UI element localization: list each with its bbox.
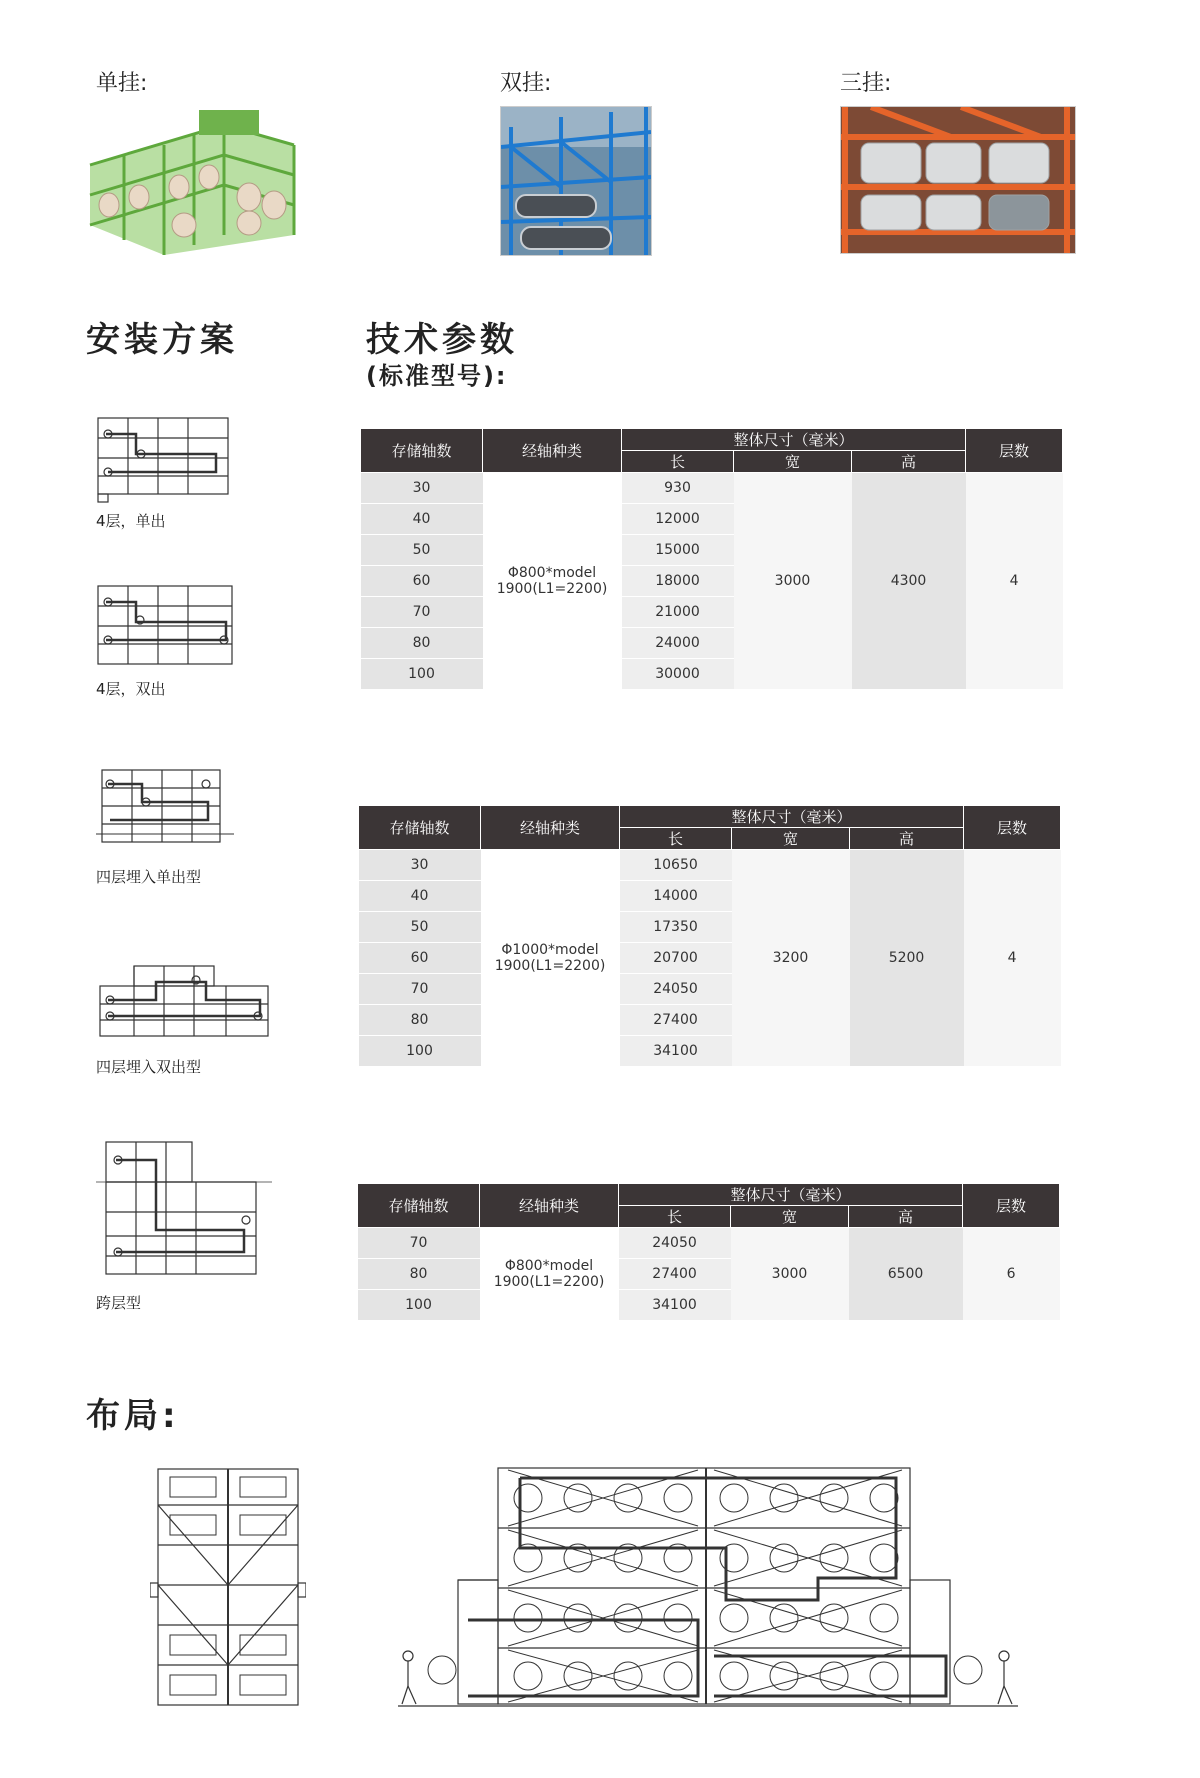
height-cell: 4300 (852, 473, 966, 690)
caption-embedded-double: 四层埋入双出型 (96, 1058, 202, 1076)
length-cell: 21000 (622, 597, 734, 628)
single-hang-label: 单挂: (96, 71, 148, 96)
header-length: 长 (619, 1206, 731, 1228)
width-cell: 3000 (734, 473, 852, 690)
type-cell: Φ800*model 1900(L1=2200) (480, 1228, 619, 1321)
length-cell: 34100 (620, 1036, 732, 1067)
count-cell: 60 (361, 566, 483, 597)
header-dims: 整体尺寸（毫米） (620, 806, 964, 828)
width-cell: 3000 (731, 1228, 849, 1321)
header-dims: 整体尺寸（毫米） (619, 1184, 963, 1206)
spec-table-3 (357, 1183, 1060, 1321)
count-cell: 80 (361, 628, 483, 659)
count-cell: 40 (359, 881, 481, 912)
header-height: 高 (850, 828, 964, 850)
count-cell: 40 (361, 504, 483, 535)
type-cell: Φ1000*model 1900(L1=2200) (481, 850, 620, 1067)
count-cell: 70 (358, 1228, 480, 1259)
header-type: 经轴种类 (483, 429, 622, 473)
spec-table-2 (358, 805, 1061, 1067)
header-count: 存储轴数 (361, 429, 483, 473)
single-hang-photo (84, 105, 296, 255)
length-cell: 18000 (622, 566, 734, 597)
count-cell: 50 (359, 912, 481, 943)
length-cell: 14000 (620, 881, 732, 912)
triple-hang-label: 三挂: (840, 71, 892, 96)
layers-cell: 4 (964, 850, 1061, 1067)
height-cell: 5200 (850, 850, 964, 1067)
header-layers: 层数 (963, 1184, 1060, 1228)
length-cell: 27400 (620, 1005, 732, 1036)
width-cell: 3200 (732, 850, 850, 1067)
triple-hang-photo (840, 106, 1076, 254)
double-hang-label: 双挂: (500, 71, 552, 96)
count-cell: 50 (361, 535, 483, 566)
spec-table-1 (360, 428, 1063, 690)
header-length: 长 (620, 828, 732, 850)
layers-cell: 4 (966, 473, 1063, 690)
count-cell: 30 (359, 850, 481, 881)
length-cell: 20700 (620, 943, 732, 974)
header-width: 宽 (731, 1206, 849, 1228)
header-layers: 层数 (966, 429, 1063, 473)
length-cell: 24000 (622, 628, 734, 659)
header-dims: 整体尺寸（毫米） (622, 429, 966, 451)
count-cell: 100 (358, 1290, 480, 1321)
install-diagram-4-single (96, 414, 236, 504)
height-cell: 6500 (849, 1228, 963, 1321)
double-hang-photo (500, 106, 652, 256)
count-cell: 80 (358, 1259, 480, 1290)
header-layers: 层数 (964, 806, 1061, 850)
caption-4-double: 4层，双出 (96, 680, 166, 698)
length-cell: 30000 (622, 659, 734, 690)
length-cell: 15000 (622, 535, 734, 566)
layout-elevation-view (398, 1460, 1018, 1720)
caption-embedded-single: 四层埋入单出型 (96, 868, 202, 886)
header-type: 经轴种类 (480, 1184, 619, 1228)
header-width: 宽 (734, 451, 852, 473)
count-cell: 70 (361, 597, 483, 628)
count-cell: 60 (359, 943, 481, 974)
install-diagram-embedded-double (96, 964, 272, 1044)
header-type: 经轴种类 (481, 806, 620, 850)
count-cell: 100 (361, 659, 483, 690)
length-cell: 17350 (620, 912, 732, 943)
install-diagram-4-double (96, 582, 236, 672)
caption-cross-layer: 跨层型 (96, 1294, 142, 1312)
header-count: 存储轴数 (358, 1184, 480, 1228)
length-cell: 27400 (619, 1259, 731, 1290)
layers-cell: 6 (963, 1228, 1060, 1321)
count-cell: 70 (359, 974, 481, 1005)
count-cell: 100 (359, 1036, 481, 1067)
length-cell: 24050 (619, 1228, 731, 1259)
layout-title: 布局: (86, 1396, 180, 1436)
length-cell: 24050 (620, 974, 732, 1005)
length-cell: 34100 (619, 1290, 731, 1321)
layout-plan-view (150, 1465, 306, 1711)
type-cell: Φ800*model 1900(L1=2200) (483, 473, 622, 690)
tech-title: 技术参数 (366, 320, 518, 360)
install-diagram-embedded-single (96, 768, 236, 852)
caption-4-single: 4层，单出 (96, 512, 166, 530)
length-cell: 10650 (620, 850, 732, 881)
length-cell: 930 (622, 473, 734, 504)
tech-subtitle: (标准型号): (366, 362, 508, 390)
header-width: 宽 (732, 828, 850, 850)
count-cell: 80 (359, 1005, 481, 1036)
header-count: 存储轴数 (359, 806, 481, 850)
header-length: 长 (622, 451, 734, 473)
header-height: 高 (849, 1206, 963, 1228)
install-title: 安装方案 (86, 320, 238, 360)
header-height: 高 (852, 451, 966, 473)
length-cell: 12000 (622, 504, 734, 535)
install-diagram-cross-layer (96, 1140, 272, 1290)
count-cell: 30 (361, 473, 483, 504)
